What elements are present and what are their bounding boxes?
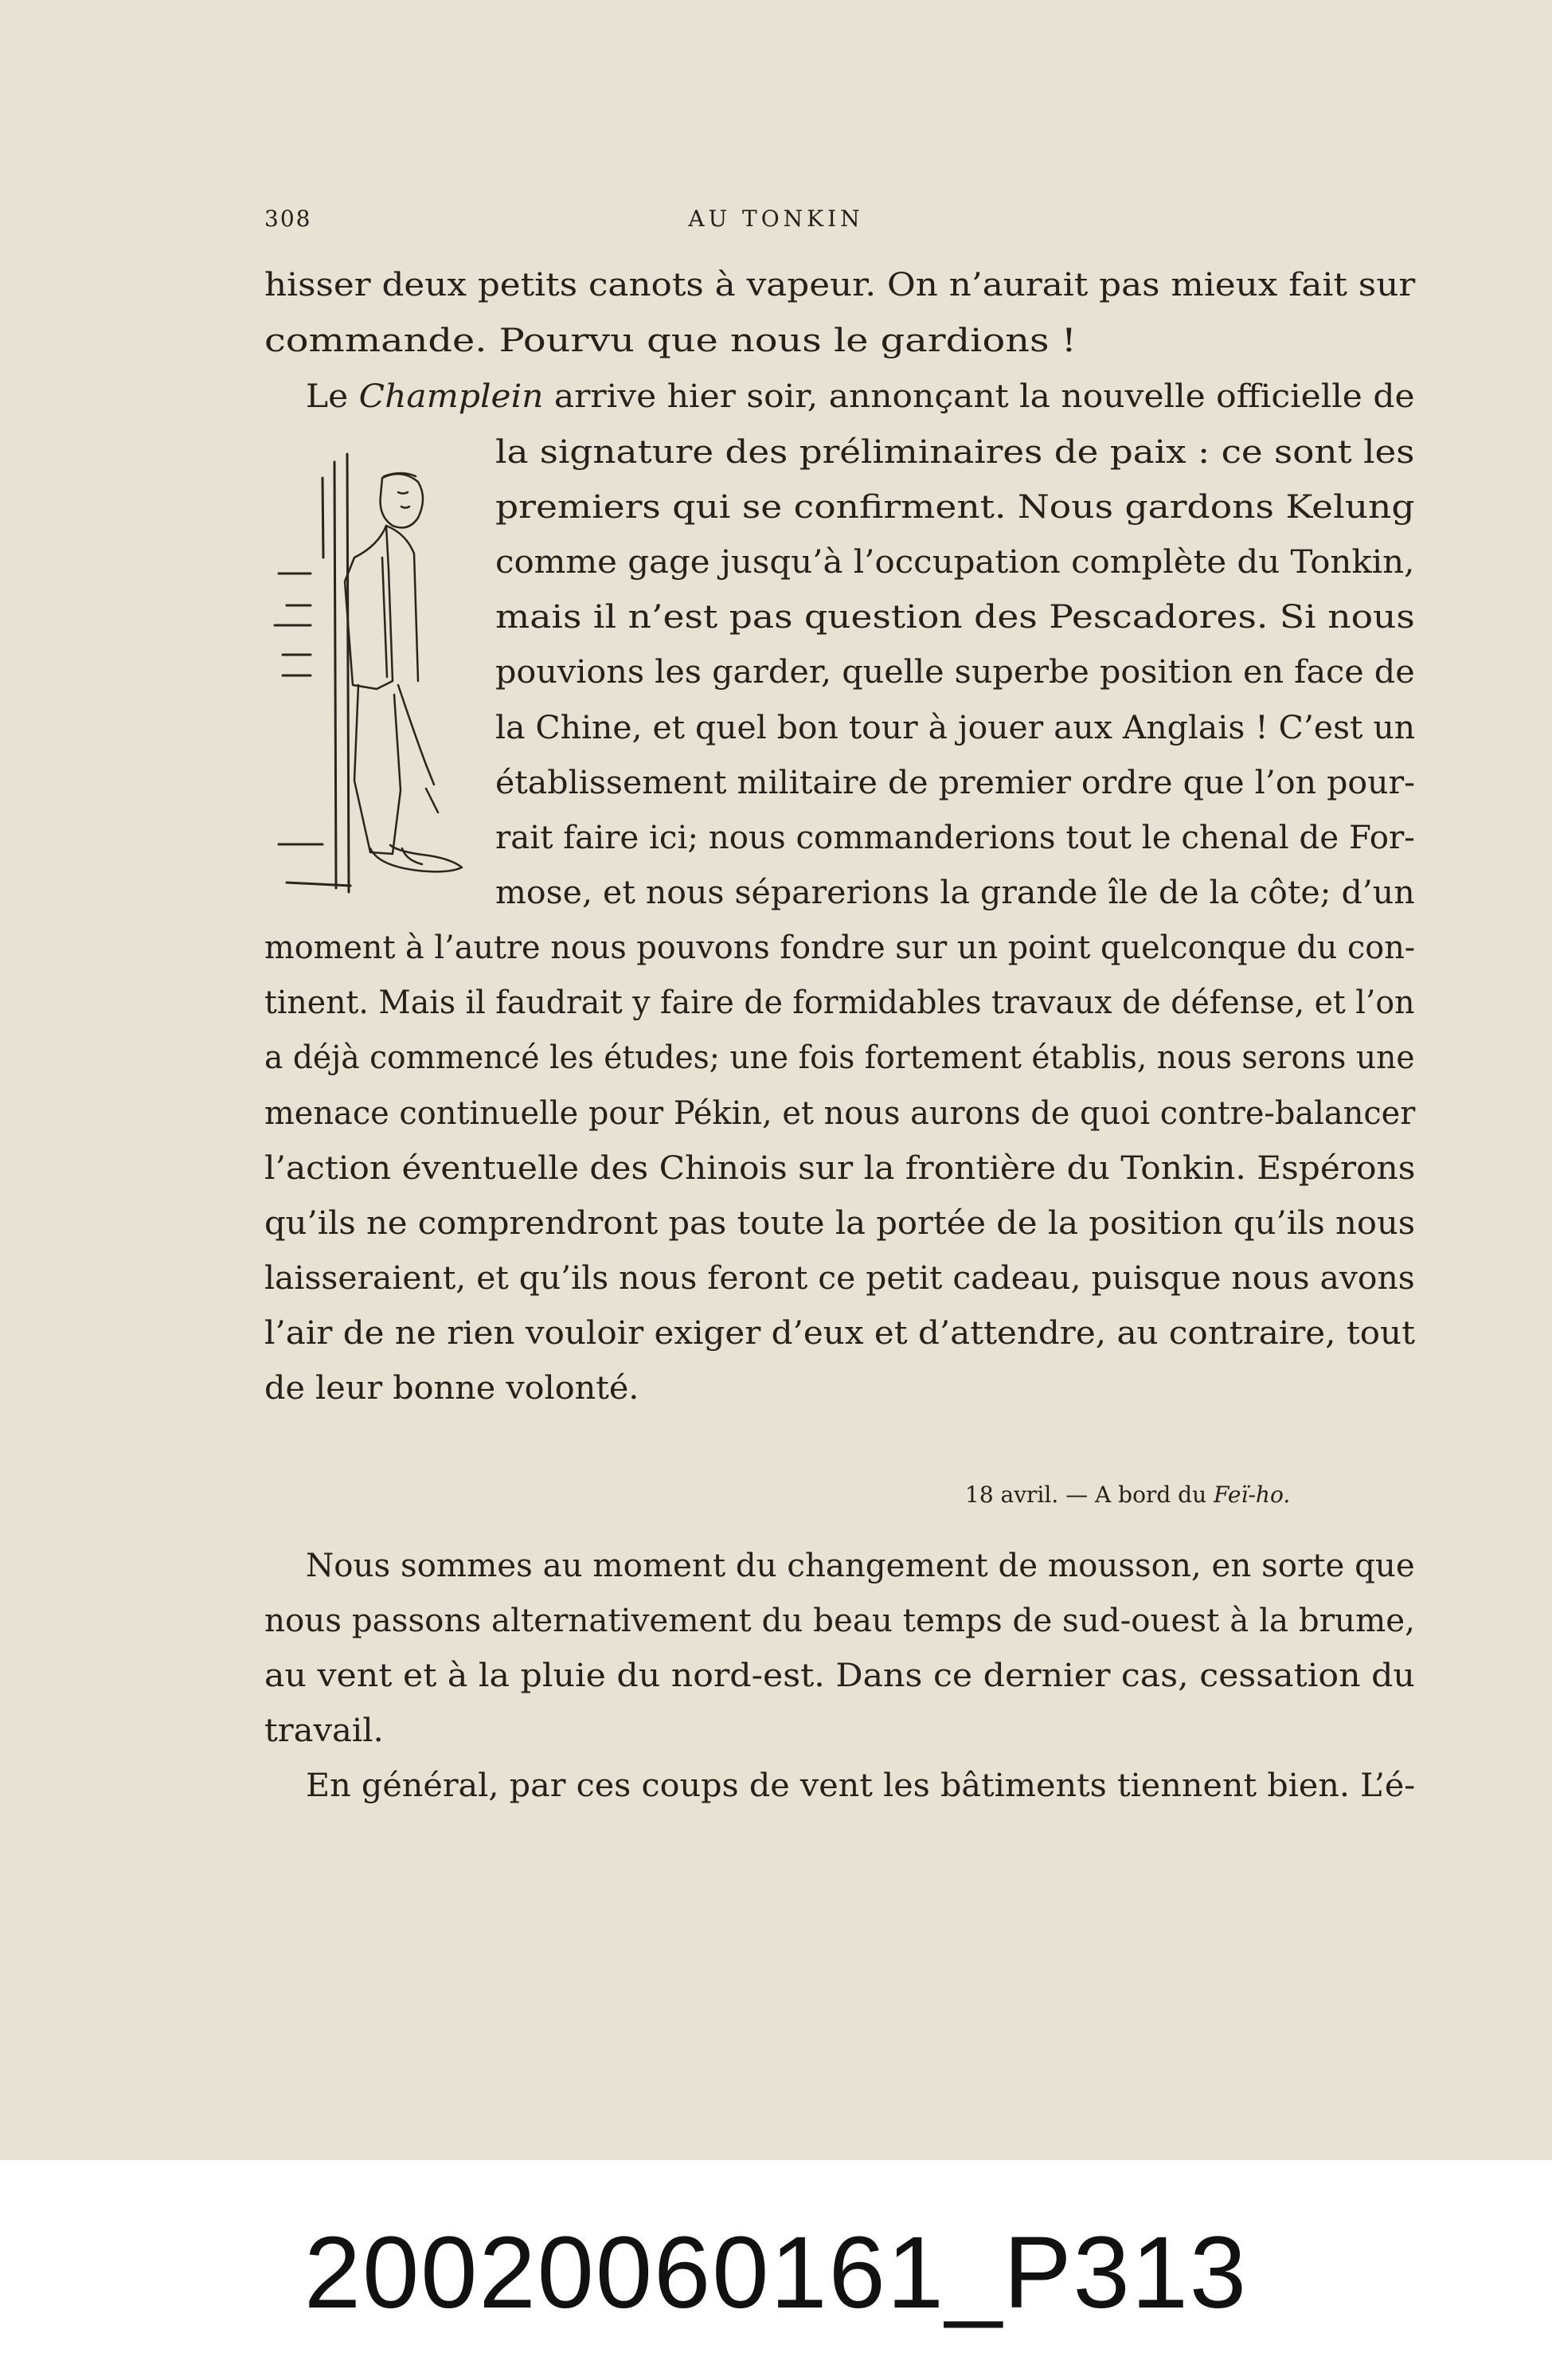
text-line: laisseraient, et qu’ils nous feront ce petit cadeau, puisque nous avons (264, 1260, 1415, 1297)
text-line: tinent. Mais il faudrait y faire de formidables travaux de défense, et l’on (264, 984, 1415, 1021)
text-line: moment à l’autre nous pouvons fondre sur un point quelconque du con- (264, 930, 1416, 966)
text-line: au vent et à la pluie du nord-est. Dans ce dernier cas, cessation du (264, 1658, 1415, 1694)
text-line: de leur bonne volonté. (264, 1370, 639, 1407)
text-line: rait faire ici; nous commanderions tout le chenal de For- (495, 820, 1415, 856)
line-start: Le (306, 378, 359, 415)
dateline-date: 18 avril. (965, 1482, 1059, 1508)
text-line: l’action éventuelle des Chinois sur la frontière du Tonkin. Espérons (264, 1150, 1416, 1187)
text-line: commande. Pourvu que nous le gardions ! (264, 323, 1077, 359)
text-line: Nous sommes au moment du changement de mousson, en sorte que (306, 1548, 1415, 1584)
dateline (965, 1482, 1290, 1508)
ship-name: Champlein (358, 378, 544, 415)
text-line (306, 378, 1415, 415)
text-line: En général, par ces coups de vent les bâtiments tiennent bien. L’é- (306, 1767, 1416, 1804)
text-line: établissement militaire de premier ordre que l’on pour- (495, 765, 1416, 801)
text-line: menace continuelle pour Pékin, et nous aurons de quoi contre-balancer (264, 1095, 1416, 1132)
catalog-number: 20020060161_P313 (303, 2216, 1249, 2330)
figure-sketch (263, 446, 494, 908)
text-line: mose, et nous séparerions la grande île de la côte; d’un (495, 875, 1415, 911)
text-line: travail. (264, 1713, 384, 1749)
text-line: pouvions les garder, quelle superbe position en face de (495, 654, 1415, 691)
text-line: qu’ils ne comprendront pas toute la portée de la position qu’ils nous (264, 1205, 1416, 1242)
line-end: arrive hier soir, annonçant la nouvelle officielle de (543, 378, 1415, 415)
text-line: mais il n’est pas question des Pescadores. Si nous (495, 599, 1415, 636)
running-title: AU TONKIN (688, 206, 864, 232)
dateline-ship: Feï-ho. (1214, 1482, 1291, 1508)
text-line: hisser deux petits canots à vapeur. On n’aurait pas mieux fait sur (264, 267, 1416, 303)
page-number: 308 (264, 206, 312, 232)
text-line: nous passons alternativement du beau temps de sud-ouest à la brume, (264, 1603, 1416, 1639)
dateline-location: — A bord du (1065, 1482, 1214, 1508)
text-line: a déjà commencé les études; une fois fortement établis, nous serons une (264, 1039, 1415, 1076)
text-line: premiers qui se confirment. Nous gardons Kelung (495, 489, 1415, 526)
text-line: la signature des préliminaires de paix : ce sont les (495, 434, 1415, 471)
text-line: la Chine, et quel bon tour à jouer aux Anglais ! C’est un (495, 710, 1416, 746)
text-line: comme gage jusqu’à l’occupation complète du Tonkin, (495, 544, 1415, 581)
text-line: l’air de ne rien vouloir exiger d’eux et d’attendre, au contraire, tout (264, 1315, 1415, 1352)
